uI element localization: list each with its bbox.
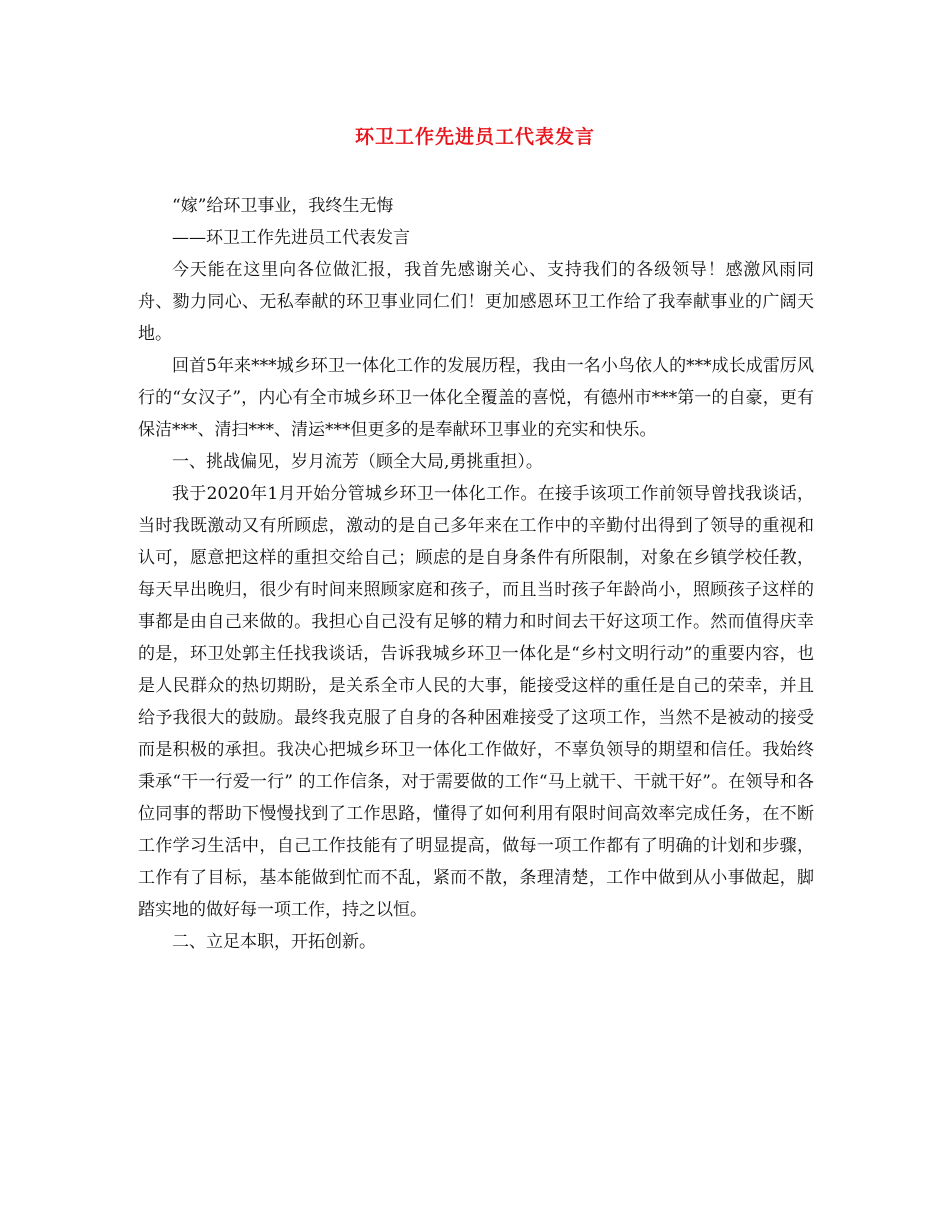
document-title: 环卫工作先进员工代表发言 — [354, 126, 595, 148]
paragraph: 今天能在这里向各位做汇报，我首先感谢关心、支持我们的各级领导！感激风雨同舟、勠力同心、无私奉献的环卫事业同仁们！更加感恩环卫工作给了我奉献事业的广阔天地。 — [138, 260, 814, 344]
paragraph: ——环卫工作先进员工代表发言 — [172, 228, 410, 248]
paragraph: “嫁”给环卫事业，我终生无悔 — [172, 196, 394, 216]
paragraph: 回首5年来***城乡环卫一体化工作的发展历程，我由一名小鸟依人的***成长成雷厉风行的“女汉子”，内心有全市城乡环卫一体化全覆盖的喜悦，有德州市***第一的自豪，更有保洁***、清扫***、清运***但更多的是奉献环卫事业的充实和快乐。 — [138, 356, 814, 440]
paragraph: 我于2020年1月开始分管城乡环卫一体化工作。在接手该项工作前领导曾找我谈话，当时我既激动又有所顾虑，激动的是自己多年来在工作中的辛勤付出得到了领导的重视和认可，愿意把这样的重担交给自己；顾虑的是自身条件有所限制，对象在乡镇学校任教，每天早出晚归，很少有时间来照顾家庭和孩子，而且当时孩子年龄尚小，照顾孩子这样的事都是由自己来做的。我担心自己没有足够的精力和时间去干好这项工作。然而值得庆幸的是，环卫处郭主任找我谈话，告诉我城乡环卫一体化是“乡村文明行动”的重要内容，也是人民群众的热切期盼，是关系全市人民的大事，能接受这样的重任是自己的荣幸，并且给予我很大的鼓励。最终我克服了自身的各种困难接受了这项工作，当然不是被动的接受而是积极的承担。我决心把城乡环卫一体化工作做好，不辜负领导的期望和信任。我始终秉承“干一行爱一行” 的工作信条，对于需要做的工作“马上就干、干就干好”。在领导和各位同事的帮助下慢慢找到了工作思路，懂得了如何利用有限时间高效率完成任务，在不断工作学习生活中，自己工作技能有了明显提高，做每一项工作都有了明确的计划和步骤，工作有了目标，基本能做到忙而不乱，紧而不散，条理清楚，工作中做到从小事做起，脚踏实地的做好每一项工作，持之以恒。 — [138, 484, 814, 920]
section-heading: 一、挑战偏见，岁月流芳（顾全大局,勇挑重担）。 — [172, 452, 543, 472]
section-heading: 二、立足本职，开拓创新。 — [172, 932, 376, 952]
document-body — [138, 190, 814, 958]
